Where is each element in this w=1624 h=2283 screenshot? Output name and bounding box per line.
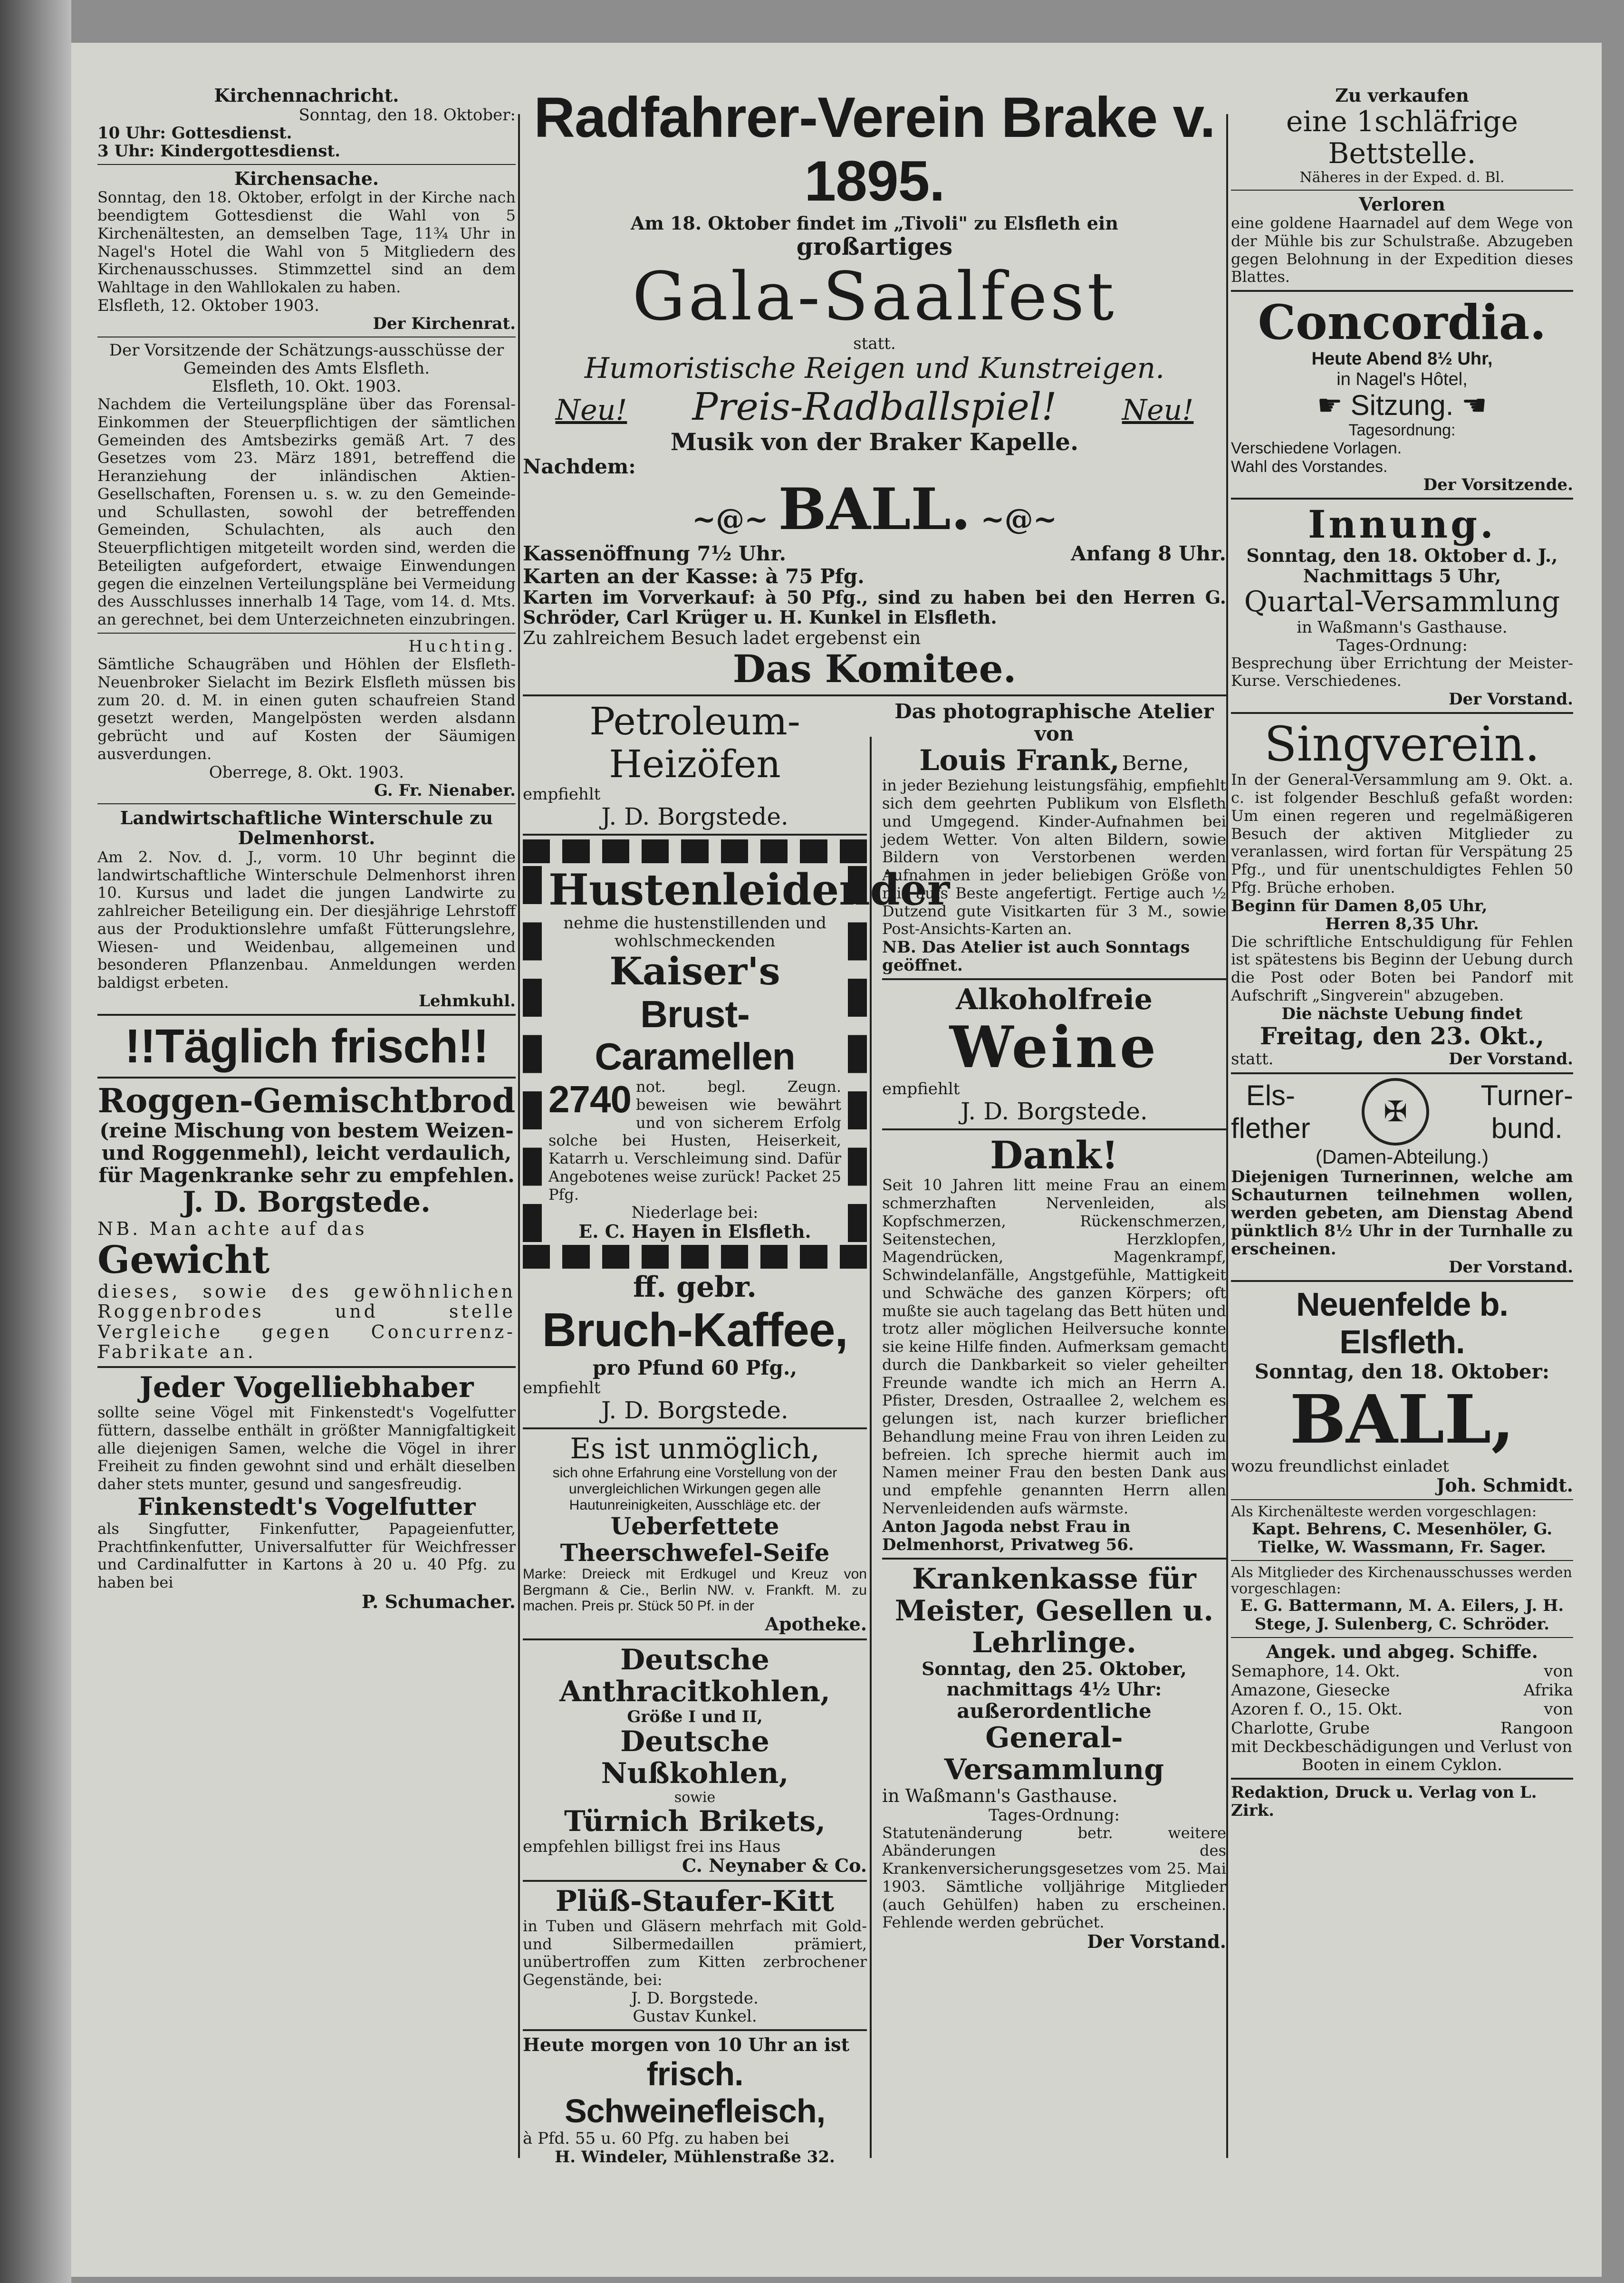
ad-neu: Neu!	[555, 394, 627, 427]
column-divider-2	[1226, 114, 1228, 2158]
ad-head: Der Vorsitzende der Schätzungs-ausschüsse der Gemeinden des Amts Elsfleth.	[109, 340, 504, 378]
ad-karten: Karten an der Kasse: à 75 Pfg.	[523, 564, 865, 588]
ad-body: Diejenigen Turnerinnen, welche am Schauturnen teilnehmen wollen, werden gebeten, am Dienstag Abend pünktlich 8½ Uhr in der Turnhalle zu erscheinen.	[1231, 1167, 1573, 1259]
ad-title: frisch. Schweinefleisch,	[564, 2055, 826, 2130]
ad-title: Concordia.	[1258, 294, 1547, 351]
ad-title: Das photographische Atelier von	[894, 700, 1214, 746]
ad-signer: Der Vorstand.	[1087, 1931, 1226, 1953]
ad-sub: Näheres in der Exped. d. Bl.	[1299, 169, 1505, 186]
ad-t5: Türnich Brikets,	[564, 1804, 826, 1838]
ad-weine	[882, 984, 1226, 1125]
ad-body: In der General-Versammlung am 9. Okt. a. c. ist folgender Beschluß gefaßt worden: Um einen regeren und regelmäßigeren Besuch der aktiven Mitglieder zu veranlassen, wird fortan für Verspätung 25 Pfg., und für unentschuldigtes Fehlen 50 Pfg. Brüche erhoben.	[1231, 771, 1573, 896]
ad-item: Wahl des Vorstandes.	[1231, 457, 1388, 476]
ad-body: als Singfutter, Finkenfutter, Papageienfutter, Prachtfinkenfutter, Universalfutter für Weichfresser und Cardinalfutter in Kartons à 20 u. 40 Pfg. zu haben bei	[97, 1519, 516, 1592]
ship-row: Booten in einem Cyklon.	[1302, 1755, 1502, 1775]
ad-title: eine 1schläfrige Bettstelle.	[1286, 105, 1518, 170]
ad-b1: Beginn für Damen 8,05 Uhr,	[1231, 896, 1488, 915]
ad-num: 2740	[548, 1078, 631, 1121]
ad-title: Es ist unmöglich,	[570, 1432, 820, 1466]
ad-ball: ~@~ BALL. ~@~	[692, 476, 1057, 543]
ad-price: pro Pfund 60 Pfg.,	[592, 1356, 798, 1380]
ad-body: Die schriftliche Entschuldigung für Fehlen ist spätestens bis Beginn der Uebung durch die Post oder Boten bei Pandorf mit Aufschrift „Singverein" abzugeben.	[1231, 932, 1573, 1004]
ad-concordia	[1231, 296, 1573, 494]
ad-kirchensache	[97, 169, 516, 333]
ad-date: Oberrege, 8. Okt. 1903.	[209, 762, 404, 782]
ad-body: Statutenänderung betr. weitere Abänderungen des Krankenversicherungsgesetzes vom 25. Mai 1903. Sämtliche volljährige Mitglieder (auch Gehülfen) haben zu erscheinen. Fehlende werden gebrüchet.	[882, 1823, 1226, 1932]
ad-title: Neuenfelde b. Elsfleth.	[1296, 1286, 1508, 1360]
ad-kaiser: Kaiser's	[609, 949, 780, 994]
ad-statt: statt.	[1231, 1049, 1274, 1069]
ad-body: sich ohne Erfahrung eine Vorstellung von der unvergleichlichen Wirkungen gegen alle Hautunreinigkeiten, Ausschläge etc. der	[552, 1465, 837, 1513]
ad-t3: Deutsche Nußkohlen,	[601, 1725, 789, 1791]
imprint: Redaktion, Druck u. Verlag von L. Zirk.	[1231, 1783, 1537, 1821]
ad-desc: (reine Mischung von bestem Weizen- und Roggenmehl), leicht verdaulich, für Magenkranke sehr zu empfehlen.	[98, 1119, 515, 1187]
ad-brust: Brust-Caramellen	[595, 992, 795, 1078]
ad-ausser: außerordentliche	[957, 1699, 1152, 1723]
ad-empf: empfiehlt	[523, 785, 601, 804]
ad-signer: Der Kirchenrat.	[373, 314, 516, 333]
flourish-icon: ~@~	[692, 503, 778, 537]
ad-sub: (Damen-Abteilung.)	[1315, 1145, 1489, 1168]
book-spine-edge	[0, 0, 71, 2283]
ad-musik: Musik von der Braker Kapelle.	[670, 428, 1079, 456]
ad-body: Am 2. Nov. d. J., vorm. 10 Uhr beginnt die landwirtschaftliche Winterschule Delmenhorst ihren 10. Kursus und ladet die jungen Landwirte zu zahlreicher Beteiligung ein. Der diesjährige Lehrstoff aus der Produktionslehre umfaßt Fütterungslehre, Wiesen- und Weidenbau, allgemeinen und besonderen Pflanzenbau. Anmeldungen werden baldigst erbeten.	[97, 848, 516, 992]
ad-komitee: Das Komitee.	[732, 646, 1017, 692]
ad-gewicht: Gewicht	[97, 1237, 270, 1282]
ad-title: Weine	[949, 1014, 1159, 1081]
ad-title: Huchting.	[408, 636, 516, 656]
ad-body: Nachdem die Verteilungspläne über das Forensal-Einkommen der Steuerpflichtigen der sämtlichen Gemeinden des Amtsbezirks gemäß Art. 7 des Gesetzes vom 23. März 1891, betreffend die Heranziehung der inländischen Aktien-Gesellschaften, Forensen u. s. w. zu den Gemeinde- und Schullasten, sowohl der betreffenden Gemeinden, Schulachten, als auch den Steuerpflichtigen mitgeteilt worden sind, werden die Beteiligten aufgefordert, etwaige Einwendungen gegen die einzelnen Verteilungspläne bei Vermeidung des Ausschlusses innerhalb 14 Tage, vom 14. d. Mts. an gerechnet, bei dem Unterzeichneten einzubringen.	[97, 395, 516, 629]
ad-signer: J. D. Borgstede.	[631, 1988, 759, 2008]
ad-seller: J. D. Borgstede.	[182, 1185, 431, 1219]
ad-title: Innung.	[1308, 501, 1496, 547]
ad-taeglich-frisch	[97, 1020, 516, 1362]
ad-body: E. G. Battermann, M. A. Eilers, J. H. Stege, J. Sulenberg, C. Schröder.	[1240, 1596, 1564, 1634]
ad-body: sollte seine Vögel mit Finkenstedt's Vogelfutter füttern, dasselbe enthält in größter Mannigfaltigkeit alle diejenigen Samen, welche die Vögel in ihrer Freiheit zu finden gewohnt sind und erhält dieselben daher stets munter, gesund und sangesfreudig.	[97, 1403, 516, 1493]
ad-ort: in Waßmann's Gasthause.	[882, 1785, 1118, 1806]
ad-signer: Der Vorsitzende.	[1423, 475, 1573, 494]
ad-item: Verschiedene Vorlagen.	[1231, 439, 1402, 458]
ad-line: 10 Uhr: Gottesdienst.	[97, 123, 292, 143]
ad-intro: Als Kirchenälteste werden vorgeschlagen:	[1231, 1503, 1537, 1521]
ad-signer: P. Schumacher.	[361, 1590, 516, 1612]
ship-row: Semaphore, 14. Okt.	[1231, 1662, 1400, 1681]
ad-kirchenaelteste	[1231, 1504, 1573, 1556]
ad-date: Elsfleth, 12. Oktober 1903.	[97, 296, 319, 315]
pointing-hand-icon: ☛	[1317, 389, 1351, 422]
ad-radfahrer-verein	[523, 86, 1226, 691]
ad-schweinefleisch	[523, 2035, 867, 2166]
ad-seller: E. C. Hayen in Elsfleth.	[578, 1221, 811, 1243]
ad-title: Krankenkasse für Meister, Gesellen u. Lehrlinge.	[894, 1562, 1214, 1660]
ad-nb: NB. Man achte auf das	[97, 1218, 367, 1239]
column-divider-1	[518, 114, 520, 2158]
ad-neu: Neu!	[1122, 394, 1194, 427]
ad-time: Nachmittags 5 Uhr,	[1303, 565, 1501, 587]
ad-signer: Der Vorstand.	[1449, 1258, 1573, 1277]
flourish-icon: ~@~	[971, 503, 1057, 537]
ad-to: Tages-Ordnung:	[1336, 636, 1468, 655]
ad-petroleum	[523, 700, 867, 830]
ad-body: Marke: Dreieck mit Erdkugel und Kreuz von Bergmann & Cie., Berlin NW. v. Frankft. M. zu machen. Preis pr. Stück 50 Pf. in der	[523, 1566, 867, 1614]
ad-line: in Nagel's Hôtel,	[1336, 369, 1468, 389]
ad-date: Sonntag, den 25. Oktober, nachmittags 4½ Uhr:	[922, 1658, 1187, 1700]
pointing-hand-icon: ☚	[1453, 389, 1487, 422]
ad-vogel	[97, 1372, 516, 1612]
ad-sitzung: ☛ Sitzung. ☚	[1317, 389, 1487, 422]
ad-title: Dank!	[990, 1132, 1118, 1177]
ad-karten: Karten im Vorverkauf: à 50 Pfg., sind zu haben bei den Herren G. Schröder, Carl Krüger u. H. Kunkel in Elsfleth.	[523, 586, 1226, 628]
ad-title: Hustenleidender	[548, 865, 950, 915]
ad-signer: Der Vorstand.	[1449, 1049, 1573, 1069]
ad-kirchennachricht	[97, 86, 516, 160]
ad-signer: Lehmkuhl.	[419, 991, 516, 1011]
ad-sub: Finkenstedt's Vogelfutter	[137, 1492, 476, 1521]
ad-body: Kapt. Behrens, C. Mesenhöler, G. Tielke, W. Wassmann, Fr. Sager.	[1251, 1520, 1553, 1557]
ad-seller: J. D. Borgstede.	[601, 803, 788, 831]
ad-title: Landwirtschaftliche Winterschule zu Delmenhorst.	[120, 807, 493, 849]
ad-title: Angek. und abgeg. Schiffe.	[1266, 1640, 1538, 1662]
ad-rest: dieses, sowie des gewöhnlichen Roggenbrodes und stelle Vergleiche gegen Concurrenz-Fabrikate an.	[97, 1281, 516, 1363]
ad-reigen: Humoristische Reigen und Kunstreigen.	[584, 352, 1165, 385]
ad-title: Bruch-Kaffee,	[542, 1303, 848, 1357]
ad-line: Am 18. Oktober findet im „Tivoli" zu Elsfleth ein	[631, 212, 1118, 234]
ad-title: Plüß-Staufer-Kitt	[555, 1884, 835, 1918]
ad-kasse: Kassenöffnung 7½ Uhr.	[523, 541, 787, 565]
ad-sub: nehme die hustenstillenden und wohlschmeckenden	[563, 914, 826, 951]
ad-seller: J. D. Borgstede.	[961, 1097, 1148, 1125]
ad-product: Ueberfettete Theerschwefel-Seife	[560, 1512, 830, 1567]
ad-title: Jeder Vogelliebhaber	[139, 1370, 474, 1404]
checker-border	[523, 839, 867, 863]
ad-signer: Gustav Kunkel.	[633, 2007, 757, 2026]
ad-pre: Verloren	[1359, 193, 1445, 215]
ship-row: Charlotte, Grube	[1231, 1719, 1370, 1738]
ad-signer: Der Vorstand.	[1449, 690, 1573, 709]
ad-title: Singverein.	[1264, 716, 1540, 772]
ad-city: Berne,	[1122, 751, 1189, 775]
ad-seller: Apotheke.	[765, 1613, 867, 1635]
ad-empf: empfiehlt	[882, 1079, 960, 1098]
ad-body: Sonntag, den 18. Oktober, erfolgt in der Kirche nach beendigtem Gottesdienst die Wahl von 5 Kirchenältesten, an demselben Tage, 11¾ Uhr in Nagel's Hotel die Wahl von 5 Mitgliedern des Kirchenausschusses. Stimmzettel sind an dem Wahltage in den Wahllokalen zu haben.	[97, 188, 516, 297]
ad-date: Sonntag, den 18. Oktober d. J.,	[1246, 545, 1558, 567]
ad-kitt	[523, 1886, 867, 2025]
ad-huchting	[97, 637, 516, 800]
checker-border	[523, 1245, 867, 1269]
ad-to: Tages-Ordnung:	[989, 1805, 1120, 1825]
ad-next: Die nächste Uebung findet	[1281, 1004, 1523, 1023]
ad-schiffe: Angek. und abgeg. Schiffe. Semaphore, 14. Okt. von Amazone, Giesecke Afrika Azoren f. O., 15. Okt. von Charlotte, Grube Rangoon mit Deckbeschädigungen und Verlust von Booten in einem Cyklon.	[1231, 1640, 1573, 1775]
ad-seller: H. Windeler, Mühlenstraße 32.	[555, 2147, 835, 2167]
column-right	[1231, 86, 1573, 2153]
ad-line: großartiges	[796, 232, 953, 261]
ad-verloren	[1231, 194, 1573, 287]
ad-photo-atelier	[882, 700, 1226, 974]
ad-intro: Als Mitglieder des Kirchenausschusses werden vorgeschlagen:	[1231, 1564, 1572, 1597]
ad-qv: Quartal-Versammlung	[1244, 585, 1560, 619]
ad-gala: Gala-Saalfest	[632, 258, 1117, 336]
ad-nachdem: Nachdem:	[523, 455, 636, 479]
ad-ball: BALL,	[1289, 1381, 1515, 1459]
ad-left: Els- flether	[1231, 1079, 1310, 1144]
ad-to: Tagesordnung:	[1348, 421, 1456, 440]
ad-line: Heute morgen von 10 Uhr an ist	[523, 2034, 850, 2056]
column-left	[97, 86, 516, 2153]
ad-seller: J. D. Borgstede.	[601, 1397, 788, 1425]
ad-krankenkasse	[882, 1563, 1226, 1952]
ad-dank	[882, 1134, 1226, 1554]
ad-title: Kirchensache.	[234, 167, 379, 189]
ad-ladet: Zu zahlreichem Besuch ladet ergebenst ein	[523, 627, 921, 648]
ad-body: Seit 10 Jahren litt meine Frau an einem schmerzhaften Nervenleiden, als Kopfschmerzen, Rückenschmerzen, Seitenstechen, Herzklopfen, Magendrücken, Magenkrampf, Schwindelanfälle, Angstgefühle, Mattigkeit und Schwäche des ganzen Körpers; oft mußte sie auch tagelang das Bett hüten und trotz aller möglichen Heilversuche konnte sie keine Hilfe finden. Aufmerksam gemacht durch die Dankbarkeit so vieler geheilter Freunde wandte ich mich an Herrn A. Pfister, Dresden, Ostraallee 2, welchem es gelungen ist, nach kurzer brieflicher Behandlung meine Frau von ihren Leiden zu befreien. Ich spreche hiermit auch im Namen meiner Frau den besten Dank aus und empfehle genannten Herrn allen Nervenleidenden aufs wärmste.	[882, 1176, 1227, 1517]
ad-body: Besprechung über Errichtung der Meister-Kurse. Verschiedenes.	[1231, 654, 1573, 690]
ad-headline: !!Täglich frisch!!	[125, 1019, 489, 1073]
ad-line: Heute Abend 8½ Uhr,	[1311, 349, 1493, 369]
ad-body: in jeder Beziehung leistungsfähig, empfiehlt sich dem geehrten Publikum von Elsfleth und Umgegend. Kinder-Aufnahmen bei jedem Wetter. Von alten Bildern, sowie Bildern von Verstorbenen werden Aufnahmen in jeder beliebigen Größe von mir aufs Beste angefertigt. Fertige auch ½ Dutzend gute Visitkarten für 3 M., sowie Post-Ansichts-Karten an.	[882, 776, 1226, 938]
ad-neuenfelde	[1231, 1286, 1573, 1495]
ad-kohlen	[523, 1644, 867, 1876]
ad-date: Freitag, den 23. Okt.,	[1259, 1021, 1545, 1050]
ad-t1: Deutsche Anthracitkohlen,	[559, 1643, 830, 1708]
ad-winterschule	[97, 808, 516, 1010]
ad-name: Louis Frank,	[919, 744, 1120, 778]
ad-body: eine goldene Haarnadel auf dem Wege von der Mühle bis zur Schulstraße. Abzugeben gegen Belohnung in der Expedition dieses Blattes.	[1231, 214, 1573, 286]
ad-product: Roggen-Gemischtbrod	[97, 1080, 516, 1120]
ad-date: Sonntag, den 18. Oktober:	[1254, 1360, 1550, 1384]
ad-body: not. begl. Zeugn. beweisen wie bewährt und von sicherem Erfolg solche bei Husten, Heiserkeit, Katarrh u. Verschleimung sind. Dafür Angebotenes weise zurück! Packet 25 Pfg.	[548, 1078, 841, 1204]
ad-t4: sowie	[674, 1789, 716, 1806]
ad-unmoeglich	[523, 1433, 867, 1634]
ad-ladet: wozu freundlichst einladet	[1231, 1456, 1449, 1476]
ad-b2: Herren 8,35 Uhr.	[1325, 914, 1479, 934]
ad-title: Kirchennachricht.	[214, 85, 399, 106]
ad-signer: Joh. Schmidt.	[1436, 1474, 1573, 1496]
ad-turnerbund	[1231, 1078, 1573, 1277]
ad-ort: in Waßmann's Gasthause.	[1297, 617, 1508, 637]
ad-right: Turner- bund.	[1480, 1079, 1573, 1144]
ad-schaetzung	[97, 341, 516, 629]
ad-body: Sämtliche Schaugräben und Höhlen der Elsfleth-Neuenbroker Sielacht im Bezirk Elsfleth müssen bis zum 20. d. M. in einen guten schaufreien Stand gesetzt werden, Mangelpösten werden alsdann gebrücht und auf Kosten der Säumigen ausverdungen.	[97, 655, 516, 763]
ad-date: Sonntag, den 18. Oktober:	[298, 105, 516, 125]
ad-kaffee	[523, 1272, 867, 1424]
ad-line: 3 Uhr: Kindergottesdienst.	[97, 141, 341, 161]
ad-pre: Zu verkaufen	[1335, 85, 1469, 106]
ad-date: Elsfleth, 10. Okt. 1903.	[211, 377, 402, 396]
ad-pre: ff. gebr.	[633, 1270, 757, 1304]
ad-signer: G. Fr. Nienaber.	[374, 780, 516, 800]
ad-body: empfehlen billigst frei ins Haus	[523, 1837, 781, 1857]
ad-kirchenausschuss	[1231, 1565, 1573, 1633]
ad-innung	[1231, 503, 1573, 709]
ad-t2: Größe I und II,	[627, 1707, 763, 1726]
column-middle	[523, 86, 1227, 2167]
ad-signer: Anton Jagoda nebst Frau in Delmenhorst, Privatweg 56.	[882, 1517, 1134, 1554]
ad-pre: Alkoholfreie	[956, 983, 1153, 1017]
ship-row: Amazone, Giesecke	[1231, 1681, 1390, 1700]
ad-nied: Niederlage bei:	[631, 1203, 759, 1223]
ad-empf: empfiehlt	[523, 1378, 601, 1398]
ship-row: mit Deckbeschädigungen und Verlust von	[1231, 1737, 1573, 1757]
ad-preis: Preis-Radballspiel!	[692, 385, 1057, 429]
ad-statt: statt.	[853, 334, 896, 354]
ad-title: Radfahrer-Verein Brake v. 1895.	[534, 86, 1215, 213]
ad-gv: General-Versammlung	[944, 1721, 1164, 1786]
ad-nb: NB. Das Atelier ist auch Sonntags geöffnet.	[882, 938, 1190, 975]
ad-seller: C. Neynaber & Co.	[682, 1855, 867, 1877]
ad-singverein	[1231, 718, 1573, 1068]
ship-row: Azoren f. O., 15. Okt.	[1231, 1700, 1403, 1719]
ad-anfang: Anfang 8 Uhr.	[1071, 541, 1226, 565]
wreath-emblem-icon: ✠	[1362, 1078, 1429, 1146]
ad-title: Petroleum-Heizöfen	[589, 699, 800, 786]
ad-zu-verkaufen	[1231, 86, 1573, 186]
ad-line: à Pfd. 55 u. 60 Pfg. zu haben bei	[523, 2129, 789, 2148]
ad-name-line	[882, 745, 1226, 777]
ad-body: in Tuben und Gläsern mehrfach mit Gold- und Silbermedaillen prämiert, unübertroffen zum Kitten zerbrochener Gegenstände, bei:	[523, 1917, 867, 1989]
